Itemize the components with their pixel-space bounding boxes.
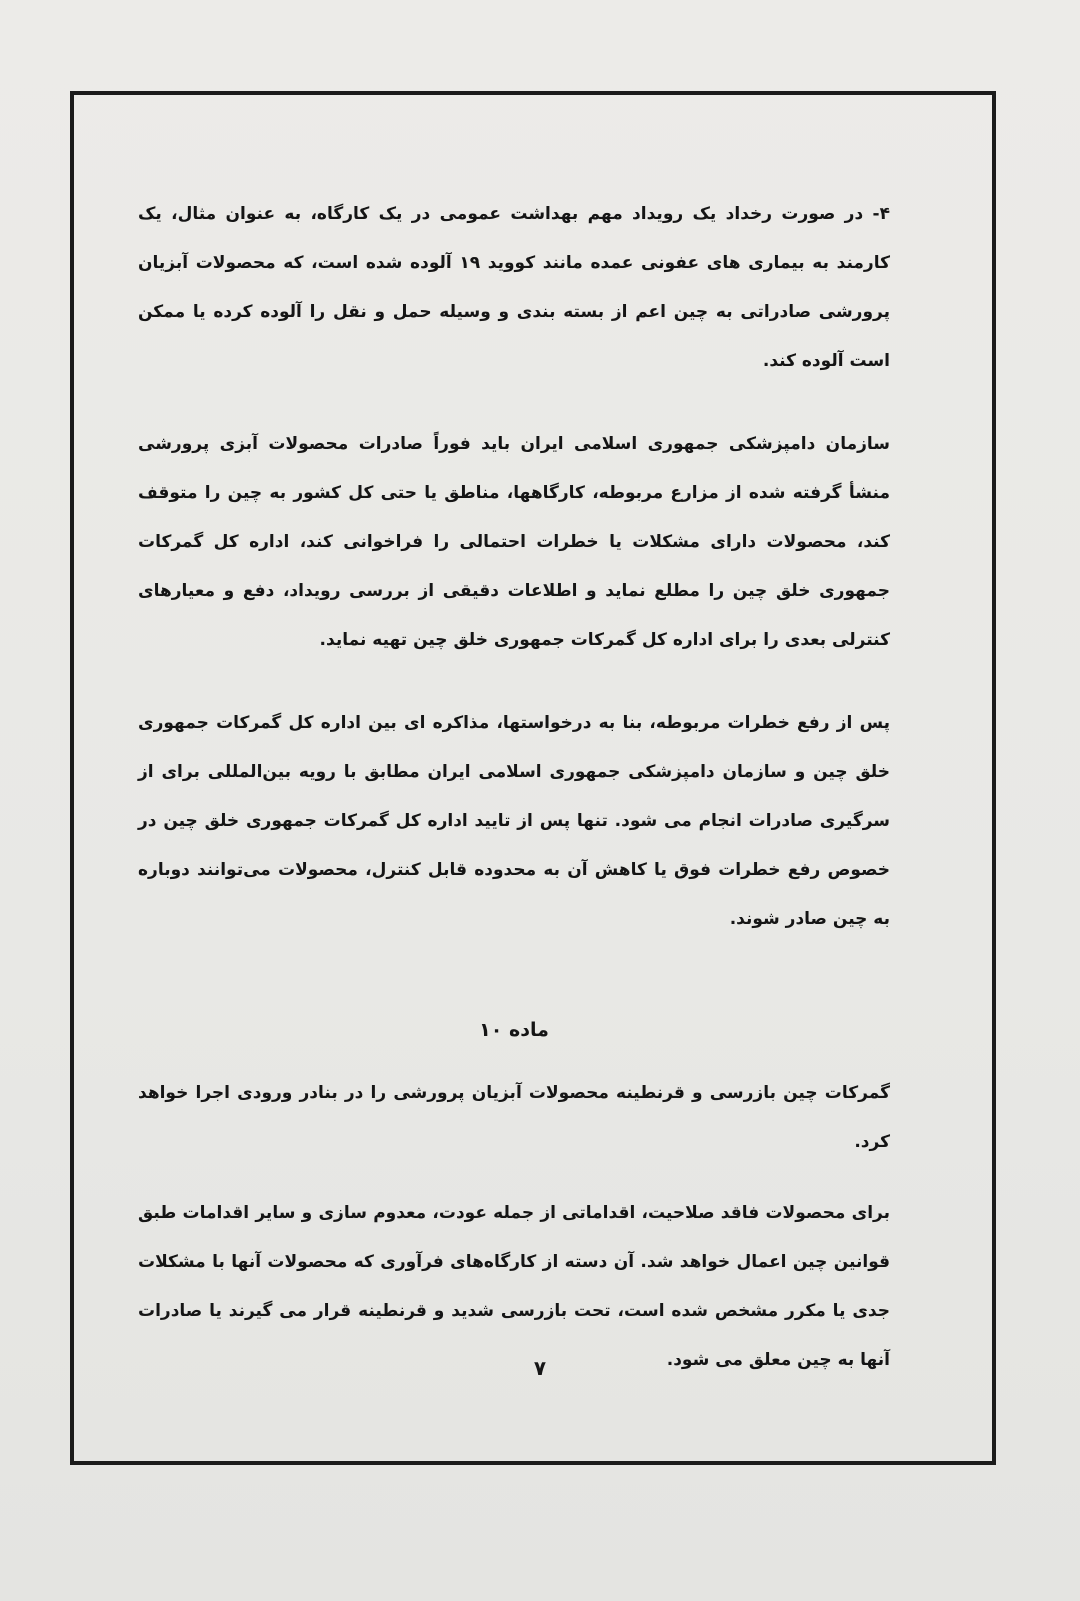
paragraph-incident-clause: ۴- در صورت رخداد یک رویداد مهم بهداشت عمومی در یک کارگاه، به عنوان مثال، یک کارمند به بیماری های عفونی عمده مانند کووید ۱۹ آلوده شده است، که محصولات آبزیان پرورشی صادراتی به چین اعم از بسته بندی و وسیله حمل و نقل را آلوده کرده یا ممکن است آلوده کند.	[138, 204, 890, 371]
article-heading: ماده ۱۰	[479, 1019, 549, 1041]
page-number: ۷	[533, 1356, 547, 1380]
document-body	[138, 190, 890, 1419]
paragraph-port-inspection: گمرکات چین بازرسی و قرنطینه محصولات آبزیان پرورشی را در بنادر ورودی اجرا خواهد کرد.	[138, 1083, 890, 1152]
paragraph-unqualified-products: برای محصولات فاقد صلاحیت، اقداماتی از جمله عودت، معدوم سازی و سایر اقدامات طبق قوانین چین اعمال خواهد شد. آن دسته از کارگاه‌های فرآوری که محصولات آنها با مشکلات جدی یا مکرر مشخص شده است، تحت بازرسی شدید و قرنطینه قرار می گیرند یا صادرات آنها به چین معلق می شود.	[138, 1203, 890, 1370]
paragraph-export-suspension: سازمان دامپزشکی جمهوری اسلامی ایران باید فوراً صادرات محصولات آبزی پرورشی منشأ گرفته شده از مزارع مربوطه، کارگاهها، مناطق یا حتی کل کشور به چین را متوقف کند، محصولات دارای مشکلات یا خطرات احتمالی را فراخوانی کند، اداره کل گمرکات جمهوری خلق چین را مطلع نماید و اطلاعات دقیقی از بررسی رویداد، دفع و معیارهای کنترلی بعدی را برای اداره کل گمرکات جمهوری خلق چین تهیه نماید.	[138, 434, 890, 650]
paragraph-export-resumption: پس از رفع خطرات مربوطه، بنا به درخواستها، مذاکره ای بین اداره کل گمرکات جمهوری خلق چین و سازمان دامپزشکی جمهوری اسلامی ایران مطابق با رویه بین‌المللی برای از سرگیری صادرات انجام می شود. تنها پس از تایید اداره کل گمرکات جمهوری خلق چین در خصوص رفع خطرات فوق یا کاهش آن به محدوده قابل کنترل، محصولات می‌توانند دوباره به چین صادر شوند.	[138, 713, 890, 929]
